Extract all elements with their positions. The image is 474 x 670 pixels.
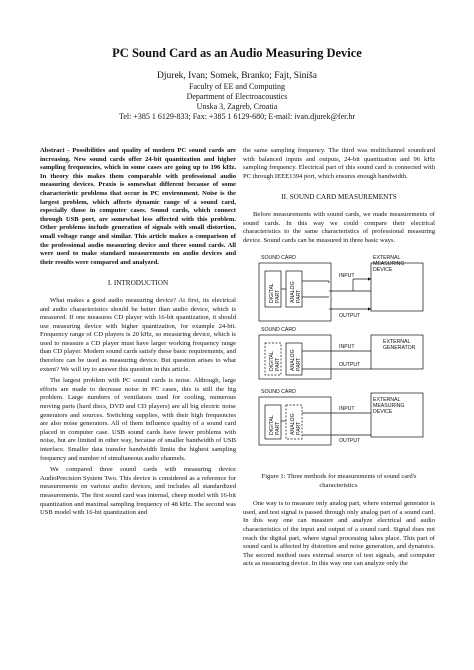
label-analog-3a: ANALOG bbox=[290, 413, 296, 436]
right-column bbox=[243, 147, 435, 569]
label-analog-2b: PART bbox=[296, 357, 302, 372]
label-ext-measuring-1c: DEVICE bbox=[373, 267, 393, 274]
affiliation-department: Department of Electroacoustics bbox=[186, 92, 288, 101]
label-sound-card-1: SOUND CARD bbox=[261, 255, 296, 262]
label-sound-card-3: SOUND CARD bbox=[261, 389, 296, 396]
label-ext-measuring-2b: MEASURING bbox=[373, 403, 405, 410]
label-input-3: INPUT bbox=[339, 406, 355, 413]
affiliation-faculty: Faculty of EE and Computing bbox=[189, 82, 285, 91]
label-ext-measuring-1a: EXTERNAL bbox=[373, 255, 401, 262]
label-digital-2b: PART bbox=[275, 357, 281, 372]
intro-paragraph-1: What makes a good audio measuring device? At first, its electrical and audio characteristics should be better than audio device, which is measured. If one measures CD player with 16-bit quantization, it should use measuring device with higher quantization, for example 24-bit. Frequency range of CD players is 20 kHz, so measuring device, which is used to measure a CD player must have larger working frequency range than CD player. Modern sound cards satisfy these basic requirements, and therefore can be used as measuring device. But question arises to what extent? We will try to answer this question in this article. bbox=[40, 296, 236, 373]
abstract: Abstract - Possibilities and quality of modern PC sound cards are increasing. New sound cards offer 24-bit quantization and higher sampling frequencies, which in some cases are going up to 196 kHz. In theory this makes them comparable with professional audio measuring devices. Praxis is somewhat different because of some characteristic problems that occur in PC environment. Noise is the largest problem, which affects dynamic range of a sound card, especially those in computer cases. Sound cards, which connect through USB port, are somewhat less affected with this problem. Other problems include generation of signals with small distortion, small voltage range and similar. This article makes a comparison of the professional audio measuring device and three sound cards. All were used to make standard measurements on audio devices and their results were compared and analyzed. bbox=[40, 147, 236, 266]
affiliation-address: Unska 3, Zagreb, Croatia bbox=[196, 102, 278, 111]
label-ext-measuring-1b: MEASURING bbox=[373, 261, 405, 268]
figure-caption: Figure 1: Three methods for measurements of sound card's characteristics. bbox=[261, 473, 417, 489]
label-sound-card-2: SOUND CARD bbox=[261, 327, 296, 334]
label-digital-3a: DIGITAL bbox=[269, 415, 275, 436]
contact-line: Tel: +385 1 6129-833; Fax: +385 1 6129-680; E-mail: ivan.djurek@fer.hr bbox=[118, 112, 355, 121]
label-analog-2a: ANALOG bbox=[290, 349, 296, 372]
author-block bbox=[0, 70, 474, 122]
label-ext-measuring-2c: DEVICE bbox=[373, 409, 393, 416]
label-digital-1a: DIGITAL bbox=[269, 283, 275, 304]
label-ext-generator-a: EXTERNAL bbox=[383, 339, 411, 346]
label-ext-generator-b: GENERATOR bbox=[383, 345, 416, 352]
label-input-2: INPUT bbox=[339, 344, 355, 351]
intro-paragraph-2: The largest problem with PC sound cards is noise. Although, large efforts are made to decrease noise in PC cases, this is still the big problem. Large numbers of ventilators used for cooling, numerous moving parts (hard discs, DVD and CD players) are all big electric noise generators and sources. Switching supplies, with their high frequencies are also noise generators. All of them influence quality of a sound card placed in computer case. USB sound cards have fewer problems with noise, but are limited in other way, because of smaller bandwidth of USB interface. Smaller data transfer bandwidth limits the highest sampling frequency and number of simultaneous audio channels. bbox=[40, 377, 236, 462]
figure-measurement-methods bbox=[243, 251, 435, 471]
section-heading-measurements: II. SOUND CARD MEASUREMENTS bbox=[281, 193, 397, 202]
intro-paragraph-3: We compared three sound cards with measuring device AudioPrecision System Two. This device is considered as a reference for measurements on various audio devices, and includes all standardized measurements. The first sound card was internal, cheep model with 16-bit quantization and maximal sampling frequency of 48 kHz. The second was USB model with 16-bit quantization and bbox=[40, 466, 236, 517]
measurements-paragraph-1: Before measurements with sound cards, we made measurements of sound cards. In this way we could compare their electrical characteristics to the same characteristics of professional measuring device. Sound cards can be measured in three basic ways. bbox=[243, 210, 435, 244]
label-digital-1b: PART bbox=[275, 289, 281, 304]
label-output-3: OUTPUT bbox=[339, 438, 361, 445]
label-analog-1b: PART bbox=[296, 289, 302, 304]
label-ext-measuring-2a: EXTERNAL bbox=[373, 397, 401, 404]
left-column bbox=[40, 147, 236, 518]
paper-title: PC Sound Card as an Audio Measuring Device bbox=[112, 46, 362, 60]
measurements-paragraph-2: One way is to measure only analog part, where external generator is used, and test signal is passed through only analog part of a sound card. In this way one can measure and analyze electrical and audio characteristics of the input and output of a sound card. Signal does not reach the digital part, where signal processing takes place. This part of sound card is affected by distortion and noise generation, and dynamics. The second method uses external source of test signals, and computer acts as measuring device. In this way one can analyze only the bbox=[243, 500, 435, 568]
author-names: Djurek, Ivan; Somek, Branko; Fajt, Siniša bbox=[157, 71, 317, 81]
label-output-1: OUTPUT bbox=[339, 313, 361, 320]
label-analog-1a: ANALOG bbox=[290, 281, 296, 304]
label-analog-3b: PART bbox=[296, 421, 302, 436]
label-digital-3b: PART bbox=[275, 421, 281, 436]
section-heading-introduction: I. INTRODUCTION bbox=[107, 279, 169, 288]
figure-diagram bbox=[243, 251, 435, 461]
label-output-2: OUTPUT bbox=[339, 362, 361, 369]
label-digital-2a: DIGITAL bbox=[269, 351, 275, 372]
label-input-1: INPUT bbox=[339, 273, 355, 280]
intro-paragraph-continued: the same sampling frequency. The third was multichannel soundcard with balanced inputs and outputs, 24-bit quantization and 96 kHz sampling frequency. Electrical part of this sound card is connected with PC through IEEE1394 port, which ensures enough bandwidth. bbox=[243, 147, 435, 180]
